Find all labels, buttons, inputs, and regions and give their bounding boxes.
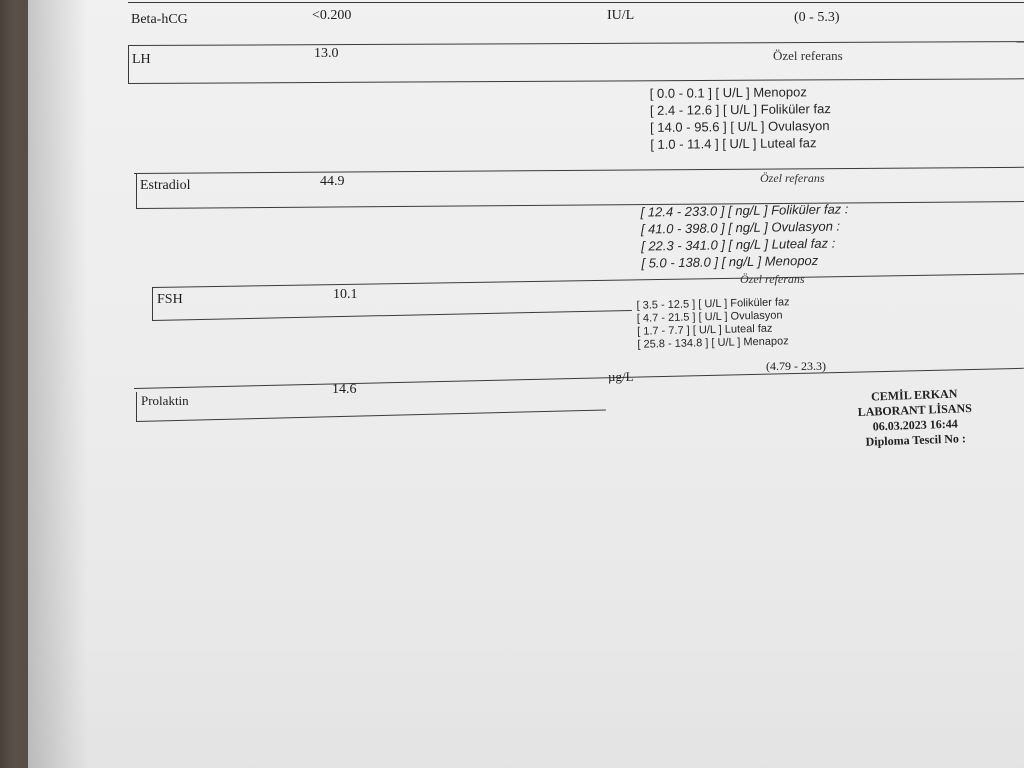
estradiol-left-rule bbox=[136, 173, 137, 209]
beta-hcg-value: <0.200 bbox=[312, 8, 352, 23]
lh-ref-item-2: [ 2.4 - 12.6 ] [ U/L ] Foliküler faz bbox=[649, 101, 831, 118]
prolaktin-value: 14.6 bbox=[332, 382, 357, 397]
fsh-ref-title: Özel referans bbox=[740, 272, 805, 286]
lh-ref-title: Özel referans bbox=[773, 48, 843, 63]
estradiol-ref-item-3: [ 22.3 - 341.0 ] [ ng/L ] Luteal faz : bbox=[641, 235, 836, 254]
prolaktin-left-rule bbox=[136, 392, 137, 422]
lh-ref-list bbox=[650, 83, 832, 153]
fsh-left-rule bbox=[152, 288, 153, 321]
signature-title: LABORANT LİSANS bbox=[857, 401, 973, 419]
fsh-ref-item-2: [ 4.7 - 21.5 ] [ U/L ] Ovulasyon bbox=[636, 309, 783, 325]
prolaktin-name: Prolaktin bbox=[141, 393, 189, 408]
estradiol-ref-title: Özel referans bbox=[760, 171, 825, 185]
fsh-name: FSH bbox=[157, 292, 183, 307]
lab-report-sheet bbox=[28, 0, 1024, 768]
signature-datetime: 06.03.2023 16:44 bbox=[872, 416, 958, 434]
signature-diploma: Diploma Tescil No : bbox=[865, 431, 967, 449]
beta-hcg-unit: IU/L bbox=[607, 8, 635, 23]
fsh-ref-item-1: [ 3.5 - 12.5 ] [ U/L ] Foliküler faz bbox=[636, 296, 790, 312]
estradiol-ref-item-1: [ 12.4 - 233.0 ] [ ng/L ] Foliküler faz : bbox=[640, 201, 849, 220]
lh-left-rule bbox=[128, 45, 129, 83]
estradiol-ref-item-2: [ 41.0 - 398.0 ] [ ng/L ] Ovulasyon : bbox=[640, 218, 841, 237]
fsh-ref-item-4: [ 25.8 - 134.8 ] [ U/L ] Menapoz bbox=[637, 335, 789, 351]
lh-ref-item-4: [ 1.0 - 11.4 ] [ U/L ] Luteal faz bbox=[650, 135, 817, 152]
estradiol-ref-list bbox=[640, 200, 849, 271]
signature-name: CEMİL ERKAN bbox=[870, 386, 958, 404]
lh-ref-item-3: [ 14.0 - 95.6 ] [ U/L ] Ovulasyon bbox=[650, 118, 830, 135]
fsh-value: 10.1 bbox=[333, 287, 358, 302]
fsh-ref-list bbox=[636, 296, 790, 351]
beta-hcg-range: (0 - 5.3) bbox=[794, 10, 840, 25]
estradiol-ref-item-4: [ 5.0 - 138.0 ] [ ng/L ] Menopoz bbox=[641, 252, 819, 271]
signature-block bbox=[839, 385, 991, 450]
beta-hcg-top-rule bbox=[128, 2, 1024, 3]
lh-name: LH bbox=[132, 52, 151, 67]
beta-hcg-name: Beta-hCG bbox=[131, 12, 188, 27]
prolaktin-range: (4.79 - 23.3) bbox=[766, 359, 826, 373]
fsh-ref-item-3: [ 1.7 - 7.7 ] [ U/L ] Luteal faz bbox=[637, 322, 773, 338]
lh-value: 13.0 bbox=[314, 46, 339, 61]
lh-ref-item-1: [ 0.0 - 0.1 ] [ U/L ] Menopoz bbox=[649, 84, 807, 101]
estradiol-name: Estradiol bbox=[140, 178, 191, 193]
prolaktin-unit: µg/L bbox=[608, 369, 634, 384]
estradiol-value: 44.9 bbox=[320, 174, 345, 189]
